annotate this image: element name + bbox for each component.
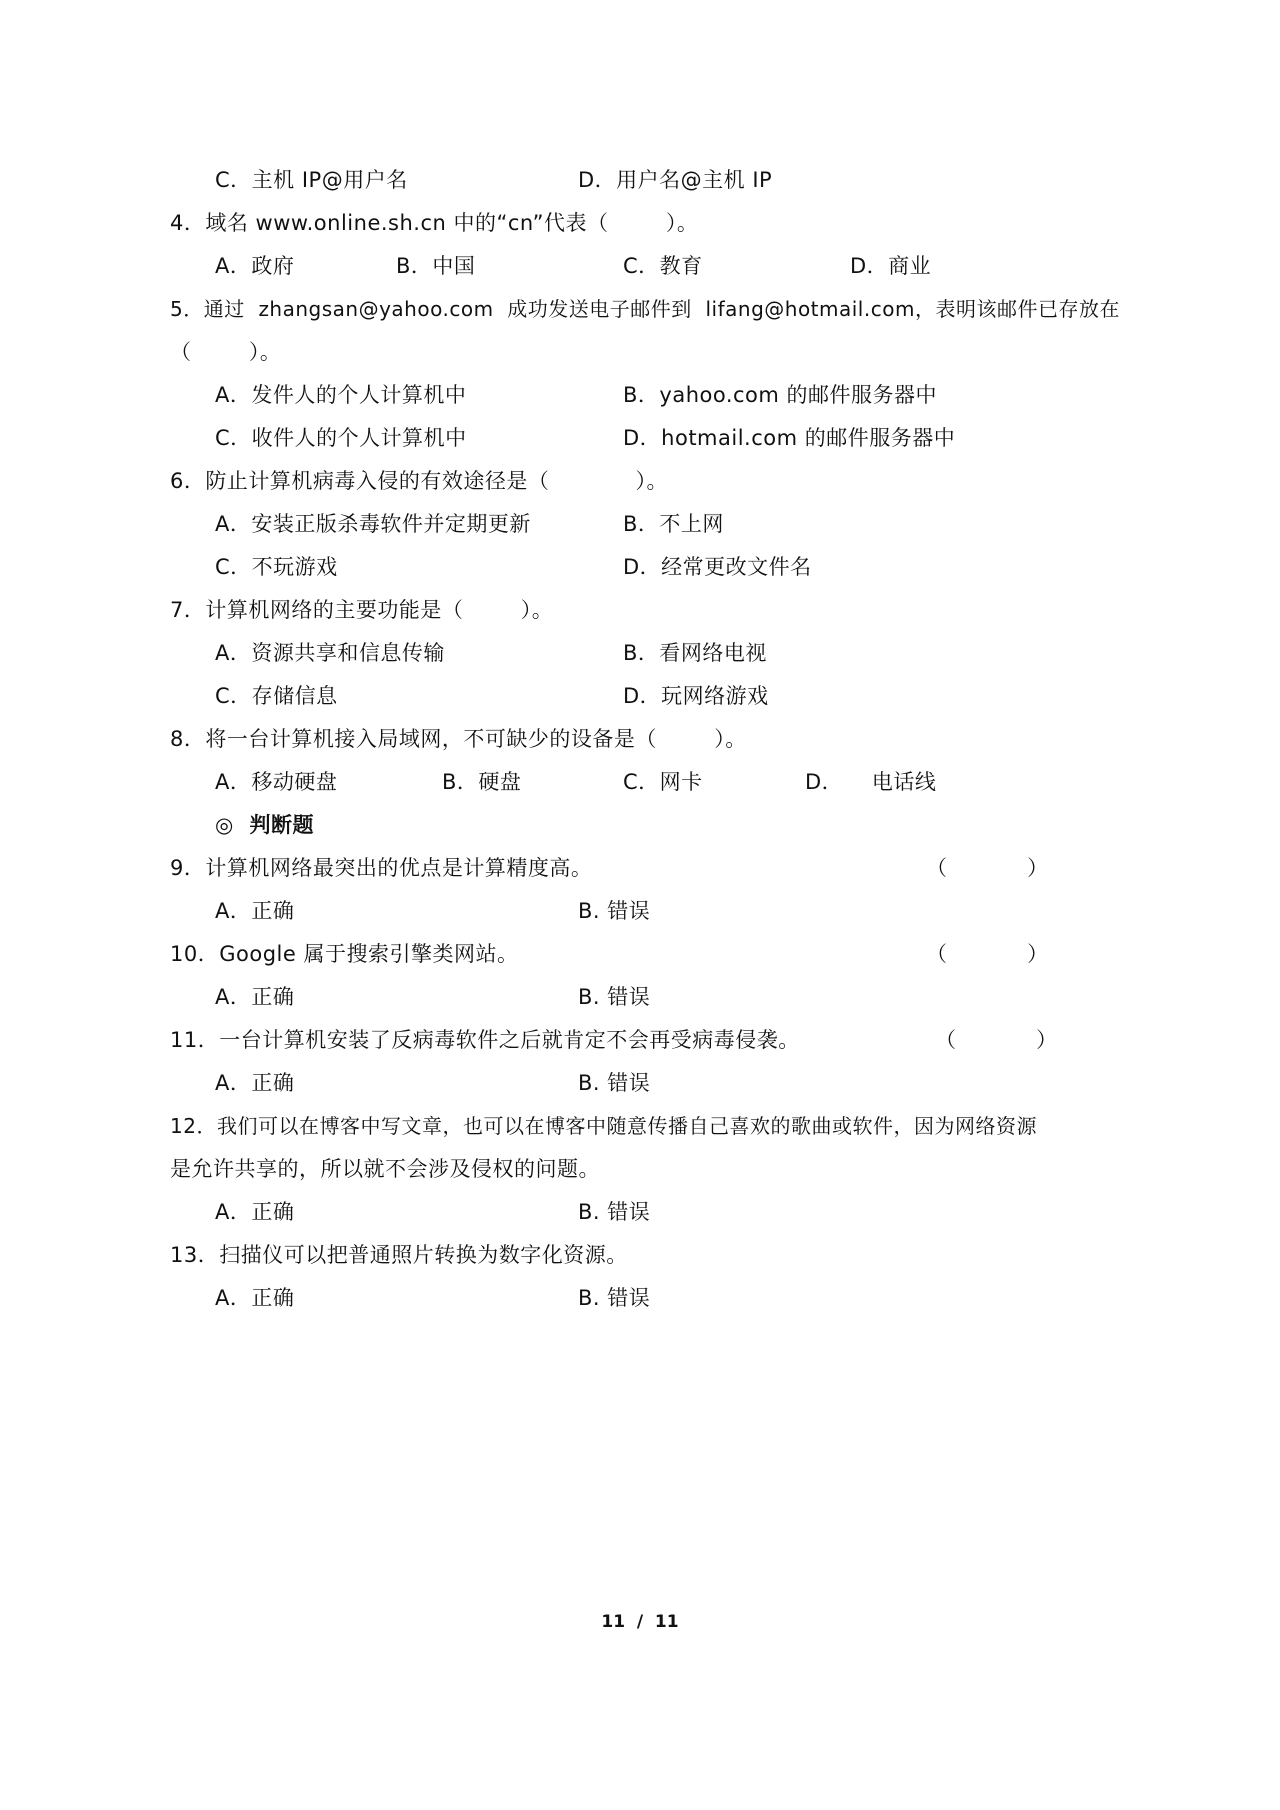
- q11-stem: 11．一台计算机安装了反病毒软件之后就肯定不会再受病毒侵袭。: [170, 1028, 800, 1052]
- section-heading-judge: ◎ 判断题: [215, 813, 314, 837]
- q6-option-a: A．安装正版杀毒软件并定期更新: [215, 512, 531, 536]
- q5-stem-line2: （ ）。: [170, 340, 282, 364]
- q5-option-d: D．hotmail.com 的邮件服务器中: [623, 426, 956, 450]
- q9-answer-blank: （ ）: [926, 856, 1049, 880]
- q3-option-d: D．用户名@主机 IP: [578, 168, 773, 192]
- q9-option-b: B. 错误: [578, 899, 651, 923]
- q7-stem: 7．计算机网络的主要功能是（ ）。: [170, 598, 554, 622]
- q6-option-d: D．经常更改文件名: [623, 555, 812, 579]
- q5-option-b: B．yahoo.com 的邮件服务器中: [623, 383, 938, 407]
- q12-option-a: A．正确: [215, 1200, 295, 1224]
- q13-option-b: B. 错误: [578, 1286, 651, 1310]
- q7-option-a: A．资源共享和信息传输: [215, 641, 445, 665]
- q13-stem: 13．扫描仪可以把普通照片转换为数字化资源。: [170, 1243, 628, 1267]
- q7-option-b: B．看网络电视: [623, 641, 767, 665]
- q5-stem-line1: 5．通过 zhangsan@yahoo.com 成功发送电子邮件到 lifang@hotmail.com，表明该邮件已存放在: [170, 297, 1120, 321]
- q5-option-c: C．收件人的个人计算机中: [215, 426, 467, 450]
- q10-stem: 10．Google 属于搜索引擎类网站。: [170, 942, 519, 966]
- q7-option-d: D．玩网络游戏: [623, 684, 769, 708]
- q10-option-b: B. 错误: [578, 985, 651, 1009]
- q6-stem: 6．防止计算机病毒入侵的有效途径是（ ）。: [170, 469, 668, 493]
- q8-stem: 8．将一台计算机接入局域网，不可缺少的设备是（ ）。: [170, 727, 747, 751]
- q5-option-a: A．发件人的个人计算机中: [215, 383, 467, 407]
- q4-option-a: A．政府: [215, 254, 295, 278]
- q4-option-d: D．商业: [850, 254, 932, 278]
- q13-option-a: A．正确: [215, 1286, 295, 1310]
- q8-option-b: B．硬盘: [442, 770, 522, 794]
- q4-option-b: B．中国: [396, 254, 476, 278]
- q9-stem: 9．计算机网络最突出的优点是计算精度高。: [170, 856, 593, 880]
- q4-option-c: C．教育: [623, 254, 703, 278]
- q11-option-a: A．正确: [215, 1071, 295, 1095]
- q6-option-c: C．不玩游戏: [215, 555, 338, 579]
- page-number: 11 / 11: [601, 1612, 679, 1632]
- q10-option-a: A．正确: [215, 985, 295, 1009]
- q6-option-b: B．不上网: [623, 512, 724, 536]
- q10-answer-blank: （ ）: [926, 942, 1049, 966]
- q12-stem-line1: 12．我们可以在博客中写文章，也可以在博客中随意传播自己喜欢的歌曲或软件，因为网络资源: [170, 1114, 1037, 1138]
- q3-option-c: C．主机 IP@用户名: [215, 168, 408, 192]
- q12-option-b: B. 错误: [578, 1200, 651, 1224]
- q11-answer-blank: （ ）: [935, 1028, 1058, 1052]
- q8-option-a: A．移动硬盘: [215, 770, 338, 794]
- q8-option-c: C．网卡: [623, 770, 703, 794]
- q4-stem: 4．域名 www.online.sh.cn 中的“cn”代表（ ）。: [170, 211, 699, 235]
- q9-option-a: A．正确: [215, 899, 295, 923]
- q7-option-c: C．存储信息: [215, 684, 338, 708]
- q11-option-b: B. 错误: [578, 1071, 651, 1095]
- q8-option-d: D． 电话线: [805, 770, 937, 794]
- q12-stem-line2: 是允许共享的，所以就不会涉及侵权的问题。: [170, 1157, 600, 1181]
